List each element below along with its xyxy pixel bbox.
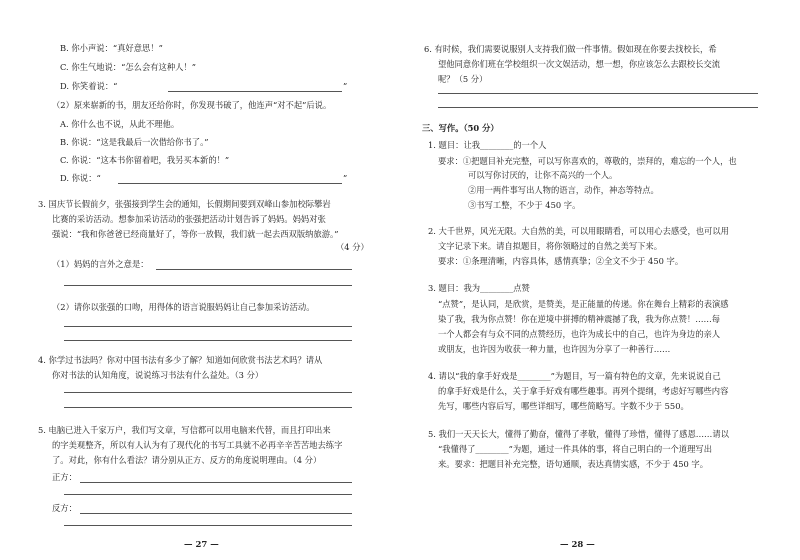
answer-line-q6[interactable] [438, 93, 758, 94]
answer-line-q5-con[interactable] [80, 513, 352, 514]
q5-pro-label: 正方： [52, 472, 77, 482]
q3-sub2: （2）请你以张强的口吻，用得体的语言说服妈妈让自己参加采访活动。 [52, 302, 315, 312]
w4-line3: 先写，哪些内容后写，哪些详细写，哪些简略写。字数不少于 550。 [438, 401, 689, 411]
page-number-left: — 27 — [184, 540, 219, 550]
q3-line1: 3. 国庆节长假前夕，张强接到学生会的通知，长假期间要到双峰山参加校际攀岩 [38, 199, 331, 209]
w3-line3: 一个人都会有与众不同的点赞经历，也许为成长中的自己，也许为身边的亲人 [438, 329, 721, 339]
w5-line2: “我懂得了________”为题，通过一件具体的事，将自己明白的一个道理写出 [438, 444, 712, 454]
answer-line-q5-pro[interactable] [64, 494, 352, 495]
q3-line2: 比赛的采访活动。想参加采访活动的张强把活动计划告诉了妈妈。妈妈对张 [52, 214, 326, 224]
w5-line3: 来。要求：把题目补充完整，语句通顺，表达真情实感，不少于 450 字。 [438, 459, 709, 469]
w2-line2: 文字记录下来。请自拟题目，将你领略过的自然之美写下来。 [438, 241, 663, 251]
answer-line-q5-con[interactable] [64, 525, 352, 526]
w4-line1: 4. 请以“我的拿手好戏是________”为题目，写一篇有特色的文章，先来说说自己 [428, 371, 721, 381]
answer-line-q4[interactable] [64, 392, 352, 393]
w4-line2: 的拿手好戏是什么，关于拿手好戏有哪些趣事。再列个提纲，考虑好写哪些内容 [438, 386, 729, 396]
w2-line3: 要求：①条理清晰，内容具体，感情真挚；②全文不少于 450 字。 [438, 256, 684, 266]
right-page [400, 0, 800, 560]
answer-line-q3-sub2[interactable] [64, 340, 352, 341]
q2-option-b: B. 你小声说：“真好意思！” [60, 43, 163, 53]
q5-line2: 的字美观整齐，所以有人认为有了现代化的书写工具就不必再辛辛苦苦地去练字 [52, 440, 343, 450]
w3-line1: “点赞”，是认同，是欣赏，是赞美，是正能量的传递。你在舞台上精彩的表演感 [438, 299, 729, 309]
q2-item2-option-a: A. 你什么也不说，从此不理他。 [60, 119, 180, 129]
q3-sub1: （1）妈妈的言外之意是： [52, 259, 149, 269]
quote-close: ” [343, 81, 348, 91]
q2-item2-option-b: B. 你说：“这是我最后一次借给你书了。” [60, 137, 209, 147]
w1-req2: ②用一两件事写出人物的语言，动作，神态等特点。 [468, 185, 659, 195]
section-title-writing: 三、写作。（50 分） [422, 123, 499, 133]
answer-line-q3-sub1[interactable] [64, 285, 352, 286]
q2-item2-stem: （2）原来崭新的书，朋友还给你时，你发现书破了，他连声“对不起”后说。 [52, 100, 332, 110]
answer-line-q4[interactable] [64, 407, 352, 408]
w3-line4: 或朋友，也许因为收获一种力量，也许因为分享了一种善行…… [438, 344, 671, 354]
w1-req1: 要求：①把题目补充完整，可以写你喜欢的，尊敬的，崇拜的，难忘的一个人，也 [438, 156, 737, 166]
q6-line3: 呢？（5 分） [438, 74, 488, 84]
answer-blank-q2-d[interactable] [168, 91, 342, 92]
w1-title: 1. 题目：让我________的一个人 [428, 140, 547, 150]
q6-line1: 6. 有时候，我们需要说服别人支持我们做一件事情。假如现在你要去找校长，希 [424, 44, 717, 54]
w1-req3: ③书写工整，不少于 450 字。 [468, 200, 581, 210]
q4-line1: 4. 你学过书法吗？你对中国书法有多少了解？知道如何欣赏书法艺术吗？请从 [38, 355, 323, 365]
q2-option-c: C. 你生气地说：“怎么会有这种人！” [60, 62, 196, 72]
q5-con-label: 反方： [52, 503, 77, 513]
w3-line2: 染了我，我为你点赞！你在逆境中拼搏的精神震撼了我，我为你点赞！……每 [438, 314, 721, 324]
page-number-right: — 28 — [560, 540, 595, 550]
q5-line3: 了。对此，你有什么看法？请分别从正方、反方的角度说明理由。（4 分） [52, 455, 322, 465]
q3-line3: 强说：“我和你爸爸已经商量好了，等你一放假，我们就一起去西双版纳旅游。” [52, 229, 339, 239]
answer-line-q3-sub2[interactable] [64, 326, 352, 327]
answer-blank-q2-item2-d[interactable] [118, 183, 342, 184]
q5-line1: 5. 电脑已进入千家万户，我们写文章，写信都可以用电脑来代替，而且打印出来 [38, 425, 331, 435]
w2-line1: 2. 大千世界，风光无限。大自然的美，可以用眼睛看，可以用心去感受，也可以用 [428, 226, 729, 236]
answer-line-q5-pro[interactable] [80, 482, 352, 483]
q2-item2-option-d: D. 你说：“ [60, 173, 101, 183]
q4-line2: 你对书法的认知角度，说说练习书法有什么益处。（3 分） [52, 370, 264, 380]
q3-score: （4 分） [336, 242, 369, 252]
quote-close: ” [343, 173, 348, 183]
w1-req1b: 可以写你讨厌的，让你不高兴的一个人。 [468, 170, 618, 180]
answer-line-q6[interactable] [438, 107, 758, 108]
q2-item2-option-c: C. 你说：“这本书你留着吧，我另买本新的！” [60, 155, 230, 165]
q6-line2: 望他同意你们班在学校组织一次文娱活动，想一想，你应该怎么去跟校长交流 [438, 59, 721, 69]
q2-option-d: D. 你笑着说：“ [60, 81, 118, 91]
answer-line-q3-sub1[interactable] [156, 269, 352, 270]
w5-line1: 5. 我们一天天长大，懂得了勤奋，懂得了孝敬，懂得了珍惜，懂得了感恩……请以 [428, 429, 729, 439]
w3-title: 3. 题目：我为________点赞 [428, 283, 530, 293]
